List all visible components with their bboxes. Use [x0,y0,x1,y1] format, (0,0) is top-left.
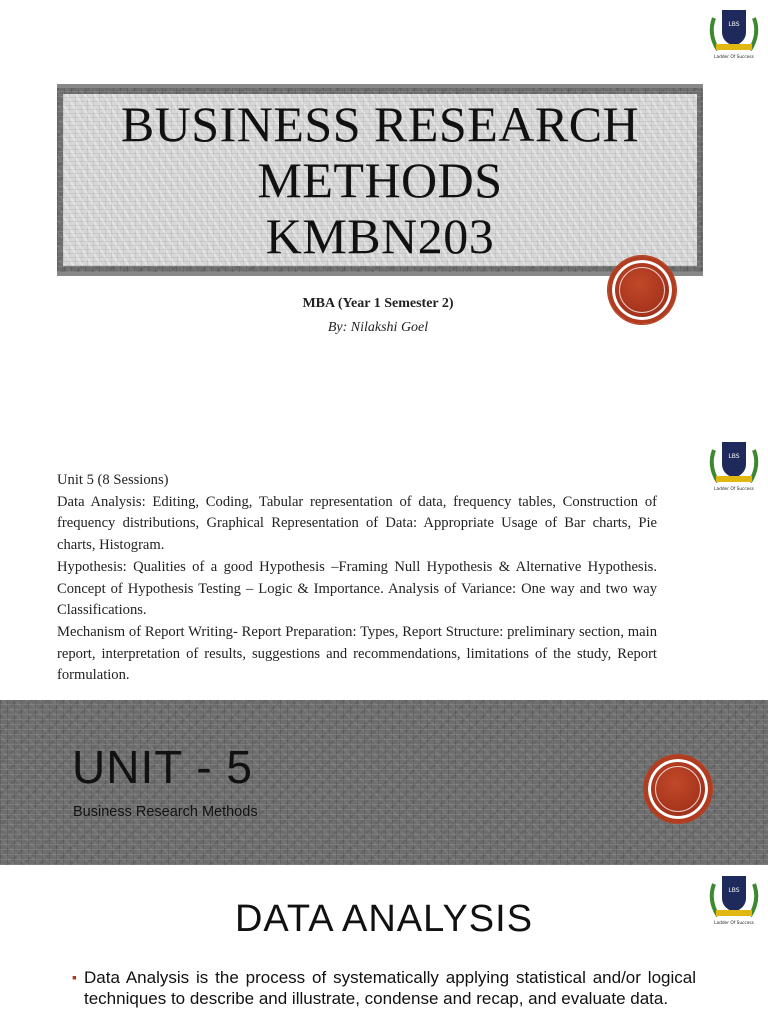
bullet-marker-icon: ▪ [72,969,77,985]
author-line: By: Nilakshi Goel [327,320,429,335]
unit-title: UNIT - 5 [72,741,253,793]
slide-title: DATA ANALYSIS [234,898,534,940]
title-panel [63,94,697,266]
crest-text: LBS [728,887,740,894]
syllabus-hypothesis: Hypothesis: Qualities of a good Hypothesis –Framing Null Hypothesis & Alternative Hypothesis. Concept of Hypothesis Testing – Logic & Importance. Analysis of Variance: One way and two way Classifications. [57,558,657,619]
college-crest-icon [704,436,764,496]
red-circle-badge [608,256,676,324]
title-slide [0,0,768,420]
crest-banner: Ladder Of Success [714,487,754,492]
syllabus-slide [0,430,768,698]
unit-slide [0,700,768,865]
crest-banner: Ladder Of Success [714,921,754,926]
title-line-2: METHODS [257,152,503,208]
red-circle-badge [644,755,712,823]
crest-banner: Ladder Of Success [714,55,754,60]
syllabus-text [57,470,657,687]
syllabus-data-analysis: Data Analysis: Editing, Coding, Tabular representation of data, frequency tables, Construction of frequency distributions, Graphical Representation of Data: Appropriate Usage of Bar charts, Pie charts, Histogram. [57,493,657,554]
title-band [57,84,703,276]
definition-bullet: Data Analysis is the process of systematically applying statistical and/or logical techniques to describe and illustrate, condense and recap, and evaluate data. [84,968,696,1008]
crest-text: LBS [728,21,740,28]
title-line-3: KMBN203 [265,208,495,264]
title-line-1: BUSINESS RESEARCH [120,96,640,152]
crest-text: LBS [728,453,740,460]
course-subtitle: MBA (Year 1 Semester 2) [302,296,454,311]
college-crest-icon [704,4,764,64]
unit-subtitle: Business Research Methods [73,804,258,820]
data-analysis-slide [0,868,768,1024]
syllabus-report-writing: Mechanism of Report Writing- Report Preparation: Types, Report Structure: preliminary section, main report, interpretation of results, suggestions and recommendations, limitations of the study, Report formulation. [57,623,657,684]
syllabus-heading: Unit 5 (8 Sessions) [57,472,169,488]
